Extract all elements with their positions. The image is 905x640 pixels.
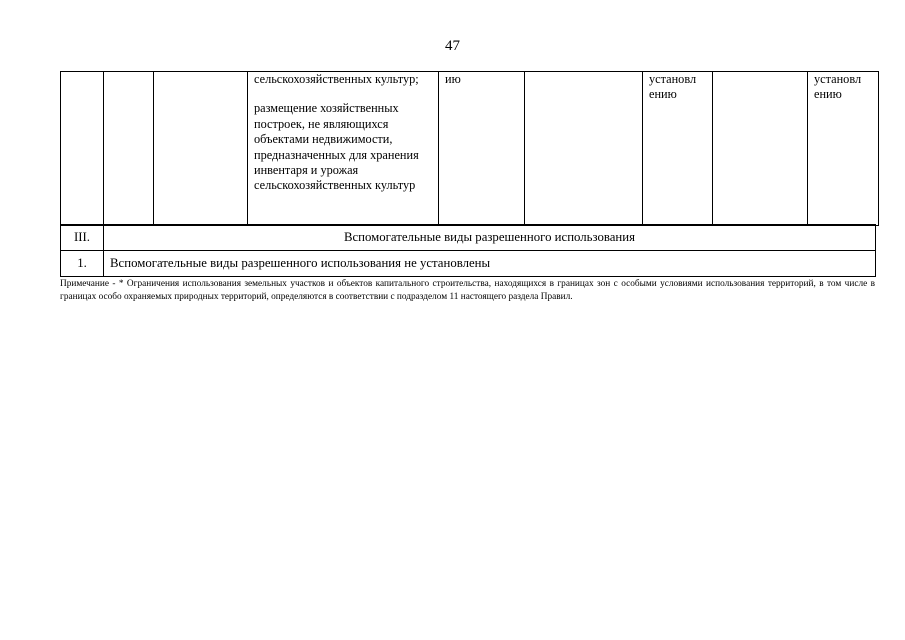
table-cell-empty	[61, 72, 104, 226]
section-title: Вспомогательные виды разрешенного использования	[104, 225, 876, 251]
table-row	[61, 251, 876, 277]
auxiliary-uses-table	[60, 224, 876, 277]
section-number: III.	[61, 225, 104, 251]
table-row	[61, 72, 879, 226]
usage-description-line: сельскохозяйственных культур;	[254, 72, 419, 86]
page-number: 47	[445, 38, 460, 54]
usage-description-line: размещение хозяйственных построек, не являющихся объектами недвижимости, предназначенных для хранения инвентаря и урожая сельскохозяйственных культур	[254, 101, 419, 193]
table-cell-usage-description	[248, 72, 439, 226]
section-header-row	[61, 225, 876, 251]
row-number: 1.	[61, 251, 104, 277]
footnote: Примечание - * Ограничения использования земельных участков и объектов капитального строительства, находящихся в границах зон с особыми условиями использования территорий, в том числе в границах особо охраняемых природных территорий, определяются в соответствии с подразделом 11 настоящего раздела Правил.	[60, 279, 875, 302]
table-cell-empty	[104, 72, 154, 226]
table-cell-text: ию	[439, 72, 525, 226]
table-cell-empty	[154, 72, 248, 226]
table-cell-text: установл ению	[643, 72, 713, 226]
table-cell-empty	[713, 72, 808, 226]
table-cell-text: установл ению	[808, 72, 879, 226]
table-cell-empty	[525, 72, 643, 226]
regulations-table-continuation	[60, 71, 879, 226]
row-text: Вспомогательные виды разрешенного использования не установлены	[104, 251, 876, 277]
